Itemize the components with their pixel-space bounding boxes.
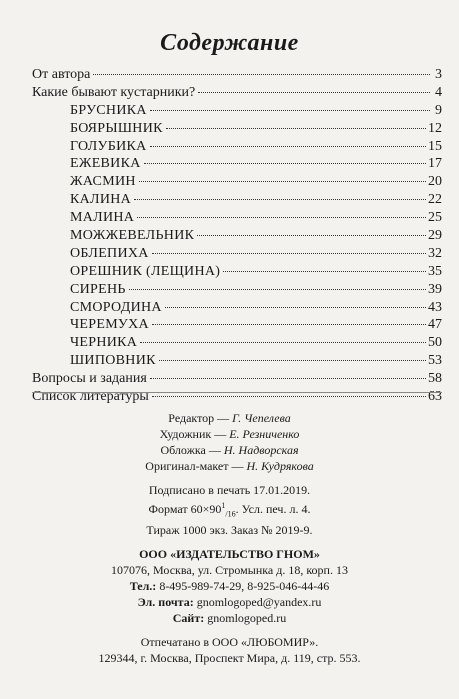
toc-leader-dots [223,271,426,272]
toc-entry-label: Какие бывают кустарники? [32,84,196,100]
tel-label: Тел.: [129,579,157,594]
site-label: Сайт: [172,611,205,626]
toc-entry-page: 15 [428,138,442,154]
toc-entry [32,352,442,370]
toc-entry [32,138,442,156]
toc-entry-page: 35 [428,263,442,279]
toc-entry-page: 22 [428,192,442,208]
toc-entry [32,334,442,352]
toc-leader-dots [165,307,426,308]
toc-entry-label: ШИПОВНИК [70,353,156,369]
toc-leader-dots [129,289,426,290]
toc-leader-dots [198,92,430,93]
toc-entry-page: 50 [428,335,442,351]
toc-leader-dots [152,396,426,397]
credits-block [0,410,459,666]
toc-entry [32,66,442,84]
credit-name: Е. Резниченко [229,427,300,441]
publisher-site [0,610,459,626]
credit-cover [0,442,459,458]
toc-entry-label: Вопросы и задания [32,371,147,387]
toc-entry-label: СИРЕНЬ [70,281,126,297]
toc-entry-label: Список литературы [32,389,149,405]
toc-entry [32,370,442,388]
toc-leader-dots [150,146,426,147]
toc-entry [32,102,442,120]
format-text: Формат 60×90 [148,502,222,516]
toc-entry [32,227,442,245]
toc-leader-dots [134,199,426,200]
toc-entry [32,173,442,191]
toc-entry [32,245,442,263]
page-title: Содержание [160,30,299,56]
format-sup: 1 [221,501,226,510]
email-value: gnomlogoped@yandex.ru [193,595,322,610]
toc-leader-dots [150,110,430,111]
toc-entry-page: 4 [435,84,442,100]
site-value: gnomlogoped.ru [204,611,287,626]
credit-name: Н. Кудрякова [246,459,314,473]
toc-entry-label: ЕЖЕВИКА [70,156,141,172]
print-run: Тираж 1000 экз. Заказ № 2019-9. [146,523,313,538]
print-signed: Подписано в печать 17.01.2019. [148,483,311,497]
toc-entry [32,299,442,317]
toc-leader-dots [166,128,426,129]
print-format [0,498,459,522]
printer-line2: 129344, г. Москва, Проспект Мира, д. 119, стр. 553. [98,651,361,666]
toc-entry-label: ОРЕШНИК (ЛЕЩИНА) [70,263,221,279]
toc-entry-label: МОЖЖЕВЕЛЬНИК [70,228,195,244]
toc-entry-page: 29 [428,228,442,244]
toc-entry-label: От автора [32,67,91,82]
toc-entry [32,263,442,281]
toc-leader-dots [150,378,426,379]
credit-role: Оригинал-макет — [145,459,247,473]
tel-value: 8-495-989-74-29, 8-925-046-44-46 [156,579,330,594]
credit-layout [0,458,459,474]
email-label: Эл. почта: [137,595,194,610]
toc-leader-dots [144,163,426,164]
toc-entry-page: 12 [428,120,442,136]
toc-leader-dots [139,181,426,182]
toc-entry-page: 53 [428,353,442,369]
toc-entry-label: ЧЕРЕМУХА [70,317,149,333]
toc-entry-page: 32 [428,245,442,261]
toc-entry-label: МАЛИНА [70,210,135,226]
credit-role: Редактор — [168,411,233,425]
toc-entry [32,84,442,102]
toc-entry-page: 43 [428,299,442,315]
toc-entry-page: 9 [435,102,442,118]
toc-leader-dots [197,235,426,236]
toc-entry-page: 20 [428,174,442,190]
toc-entry-label: ЧЕРНИКА [70,335,138,351]
toc-entry-page: 39 [428,281,442,297]
toc-entry-label: БОЯРЫШНИК [70,120,163,136]
table-of-contents [32,66,442,406]
toc-entry-label: БРУСНИКА [70,102,147,118]
publisher-address: 107076, Москва, ул. Стромынка д. 18, корп. 13 [111,563,348,578]
toc-entry-page: 3 [435,67,442,82]
credit-role: Художник — [159,427,230,441]
toc-entry-label: КАЛИНА [70,192,132,208]
credit-editor [0,410,459,426]
toc-entry [32,120,442,138]
printer-line1: Отпечатано в ООО «ЛЮБОМИР». [140,635,319,650]
toc-entry-label: СМОРОДИНА [70,299,162,315]
toc-entry [32,388,442,406]
divider [32,392,442,393]
toc-entry-page: 47 [428,317,442,333]
toc-entry [32,155,442,173]
toc-leader-dots [152,253,426,254]
toc-leader-dots [152,324,426,325]
credit-name: Н. Надворская [223,443,299,457]
toc-entry [32,209,442,227]
toc-entry [32,191,442,209]
toc-leader-dots [137,217,426,218]
toc-entry [32,316,442,334]
format-sub: /16 [225,509,236,519]
publisher-name: ООО «ИЗДАТЕЛЬСТВО ГНОМ» [139,547,320,562]
publisher-tel [0,578,459,594]
toc-leader-dots [93,74,430,75]
toc-entry-page: 17 [428,156,442,172]
toc-leader-dots [159,360,426,361]
toc-leader-dots [140,342,426,343]
toc-entry-label: ГОЛУБИКА [70,138,147,154]
toc-entry-page: 63 [428,389,442,405]
format-text-b: . Усл. печ. л. 4. [235,502,311,516]
toc-entry-label: ЖАСМИН [70,174,136,190]
credit-role: Обложка — [160,443,224,457]
credit-name: Г. Чепелева [232,411,291,425]
toc-entry-page: 25 [428,210,442,226]
toc-entry [32,281,442,299]
toc-entry-label: ОБЛЕПИХА [70,245,149,261]
credit-artist [0,426,459,442]
toc-entry-page: 58 [428,371,442,387]
publisher-email [0,594,459,610]
